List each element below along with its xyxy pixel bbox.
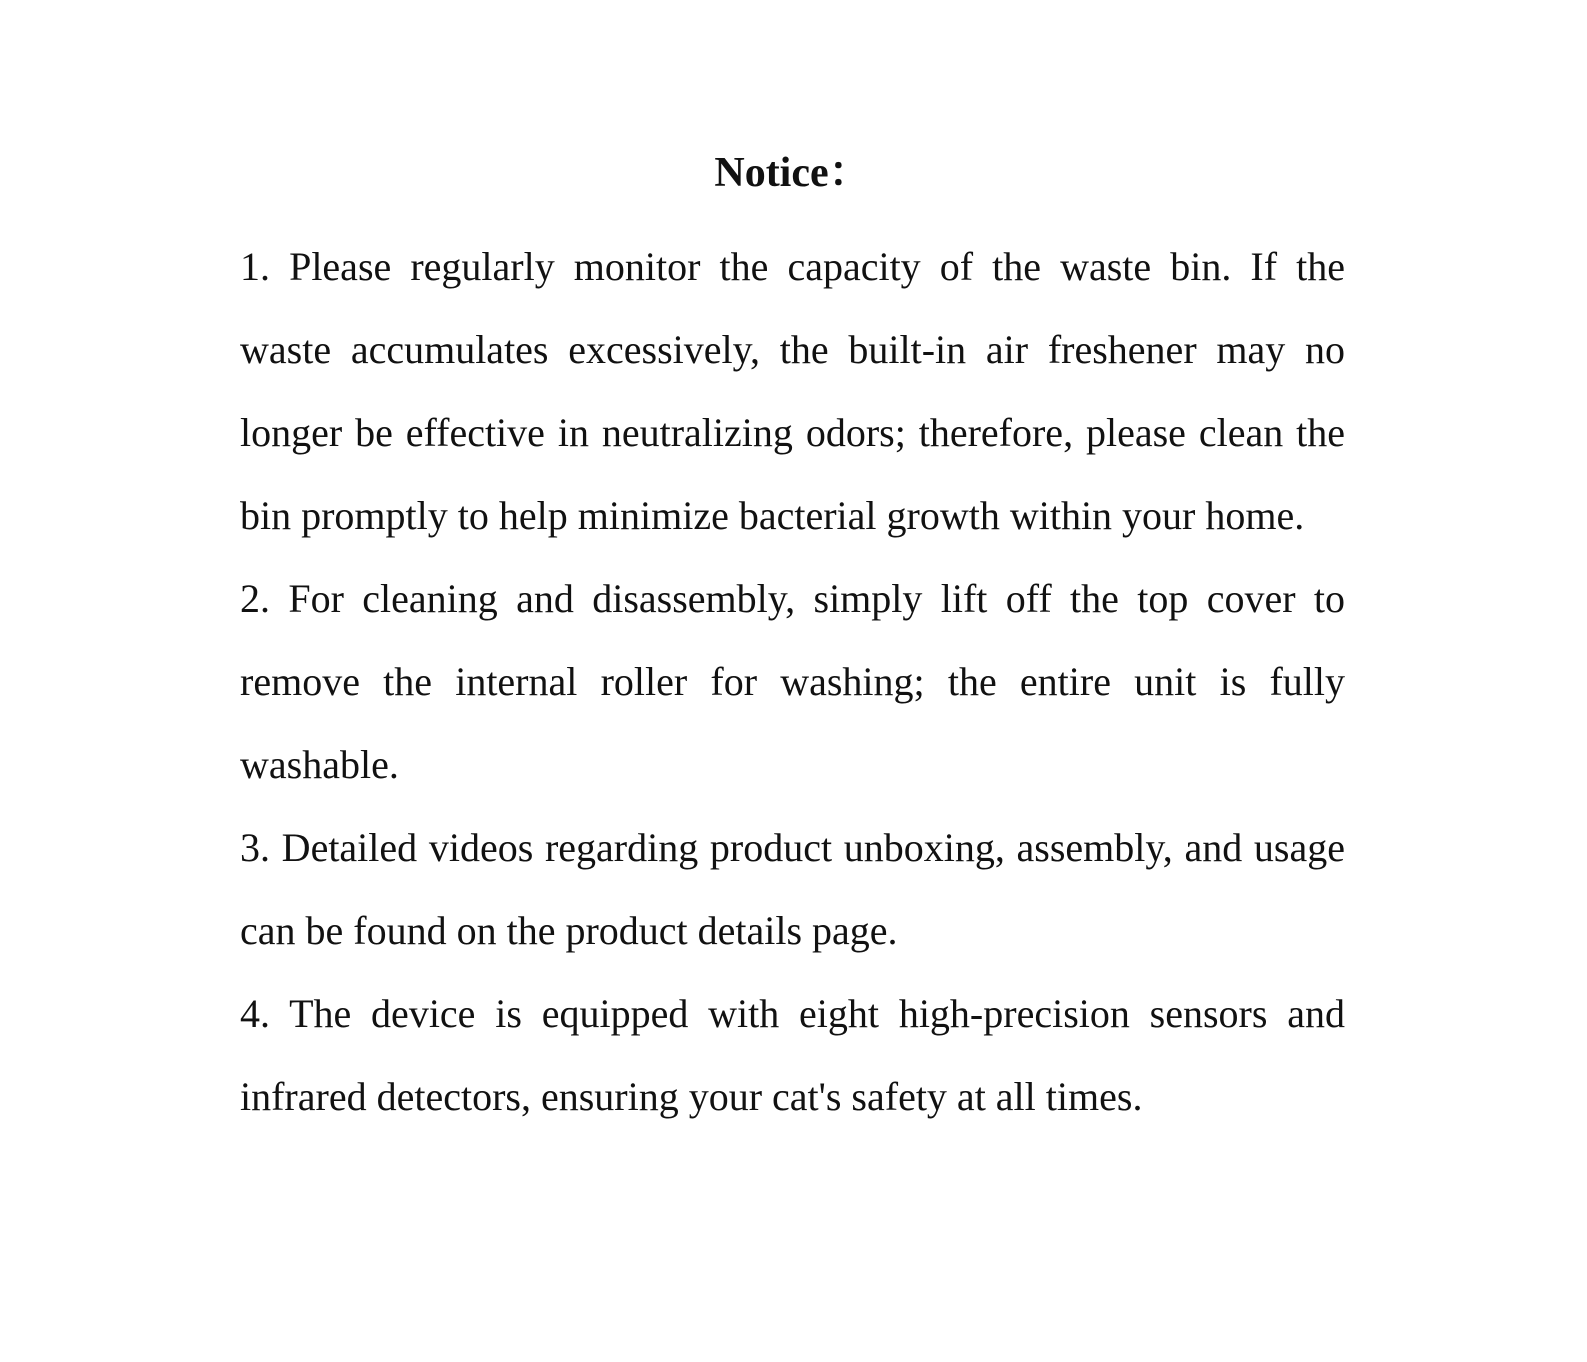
notice-item-3: 3. Detailed videos regarding product unboxing, assembly, and usage can be found on the product details page.: [240, 825, 1345, 953]
notice-item-4: 4. The device is equipped with eight high-precision sensors and infrared detectors, ensuring your cat's safety at all times.: [240, 991, 1345, 1119]
notice-title: Notice：: [714, 150, 871, 196]
notice-item-2: 2. For cleaning and disassembly, simply lift off the top cover to remove the internal roller for washing; the entire unit is fully washable.: [240, 576, 1345, 787]
notice-document: [240, 142, 1345, 1138]
notice-item-1: 1. Please regularly monitor the capacity of the waste bin. If the waste accumulates excessively, the built-in air freshener may no longer be effective in neutralizing odors; therefore, please clean the bin promptly to help minimize bacterial growth within your home.: [240, 244, 1345, 538]
